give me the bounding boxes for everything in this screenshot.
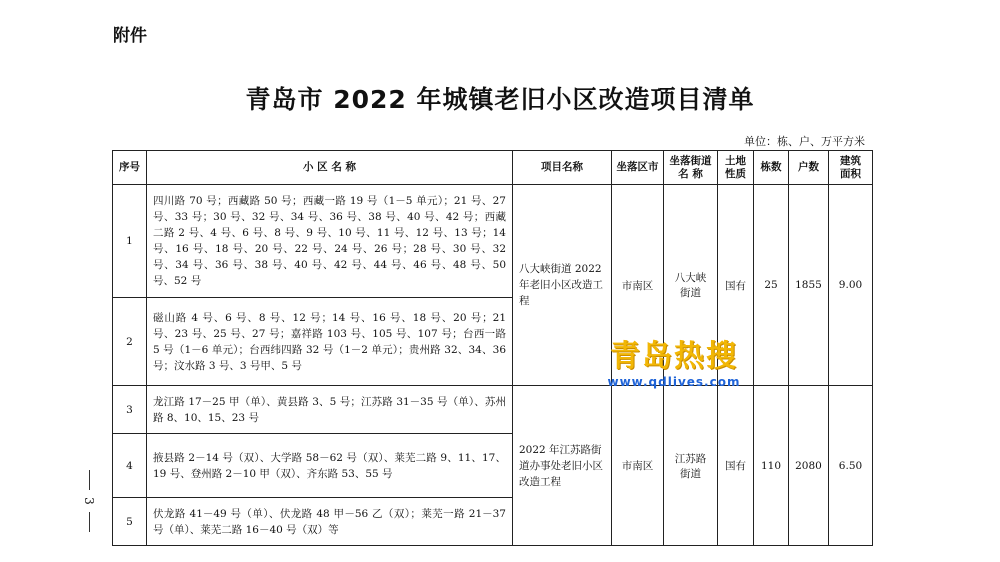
header-community: 小 区 名 称	[147, 151, 513, 185]
row-no: 1	[113, 185, 147, 298]
row-community: 伏龙路 41－49 号（单）、伏龙路 48 甲－56 乙（双）；莱芜一路 21－37 号（单）、莱芜二路 16－40 号（双）等	[147, 498, 513, 546]
group-buildings: 110	[754, 386, 789, 546]
watermark-text: 青岛热搜	[610, 339, 738, 374]
table-row	[113, 185, 873, 298]
group-project: 八大峡街道 2022 年老旧小区改造工程	[513, 185, 612, 386]
row-community: 掖县路 2－14 号（双）、大学路 58－62 号（双）、莱芜二路 9、11、17、19 号、登州路 2－10 甲（双）、齐东路 53、55 号	[147, 434, 513, 498]
group-district: 市南区	[612, 185, 664, 386]
header-area: 建筑 面积	[829, 151, 873, 185]
header-project: 项目名称	[513, 151, 612, 185]
header-no: 序号	[113, 151, 147, 185]
group-district: 市南区	[612, 386, 664, 546]
group-land: 国有	[718, 185, 754, 386]
row-no: 5	[113, 498, 147, 546]
group-buildings: 25	[754, 185, 789, 386]
attachment-label: 附件	[113, 26, 147, 46]
page-number-dash-top	[89, 470, 90, 490]
table-header-row	[113, 151, 873, 185]
row-community: 磁山路 4 号、6 号、8 号、12 号；14 号、16 号、18 号、20 号；21 号、23 号、25 号、27 号；嘉祥路 103 号、105 号、107 号；台西一路 5 号（1－6 单元）；台西纬四路 32 号（1－2 单元）；贵州路 32、34、36 号；汶水路 3 号、3 号甲、5 号	[147, 298, 513, 386]
group-land: 国有	[718, 386, 754, 546]
row-no: 4	[113, 434, 147, 498]
watermark	[604, 331, 744, 389]
row-community: 四川路 70 号；西藏路 50 号；西藏一路 19 号（1－5 单元）；21 号、27 号、33 号；30 号、32 号、34 号、36 号、38 号、40 号、42 号；西藏二路 2 号、4 号、6 号、8 号、9 号、10 号、11 号、12 号、13 号；14 号、16 号、18 号、20 号、22 号、24 号、26 号；28 号、30 号、32 号、34 号、36 号、38 号、40 号、42 号、44 号、46 号、48 号、50 号、52 号	[147, 185, 513, 298]
group-area: 6.50	[829, 386, 873, 546]
page-number	[82, 468, 96, 534]
header-buildings: 栋数	[754, 151, 789, 185]
watermark-url: www.qdlives.com	[607, 375, 741, 389]
row-community: 龙江路 17－25 甲（单）、黄县路 3、5 号；江苏路 31－35 号（单）、苏州路 8、10、15、23 号	[147, 386, 513, 434]
group-households: 2080	[789, 386, 829, 546]
header-district: 坐落区市	[612, 151, 664, 185]
group-area: 9.00	[829, 185, 873, 386]
page-number-value: 3	[82, 497, 96, 505]
header-land: 土地 性质	[718, 151, 754, 185]
page-number-dash-bottom	[89, 512, 90, 532]
group-project: 2022 年江苏路街道办事处老旧小区改造工程	[513, 386, 612, 546]
table-row	[113, 386, 873, 434]
row-no: 3	[113, 386, 147, 434]
project-table	[112, 150, 873, 546]
unit-label: 单位：栋、户、万平方米	[744, 135, 865, 148]
group-street: 江苏路 街道	[664, 386, 718, 546]
group-households: 1855	[789, 185, 829, 386]
group-street: 八大峡 街道	[664, 185, 718, 386]
row-no: 2	[113, 298, 147, 386]
header-street: 坐落街道 名 称	[664, 151, 718, 185]
page-title: 青岛市 2022 年城镇老旧小区改造项目清单	[245, 85, 755, 114]
header-households: 户数	[789, 151, 829, 185]
